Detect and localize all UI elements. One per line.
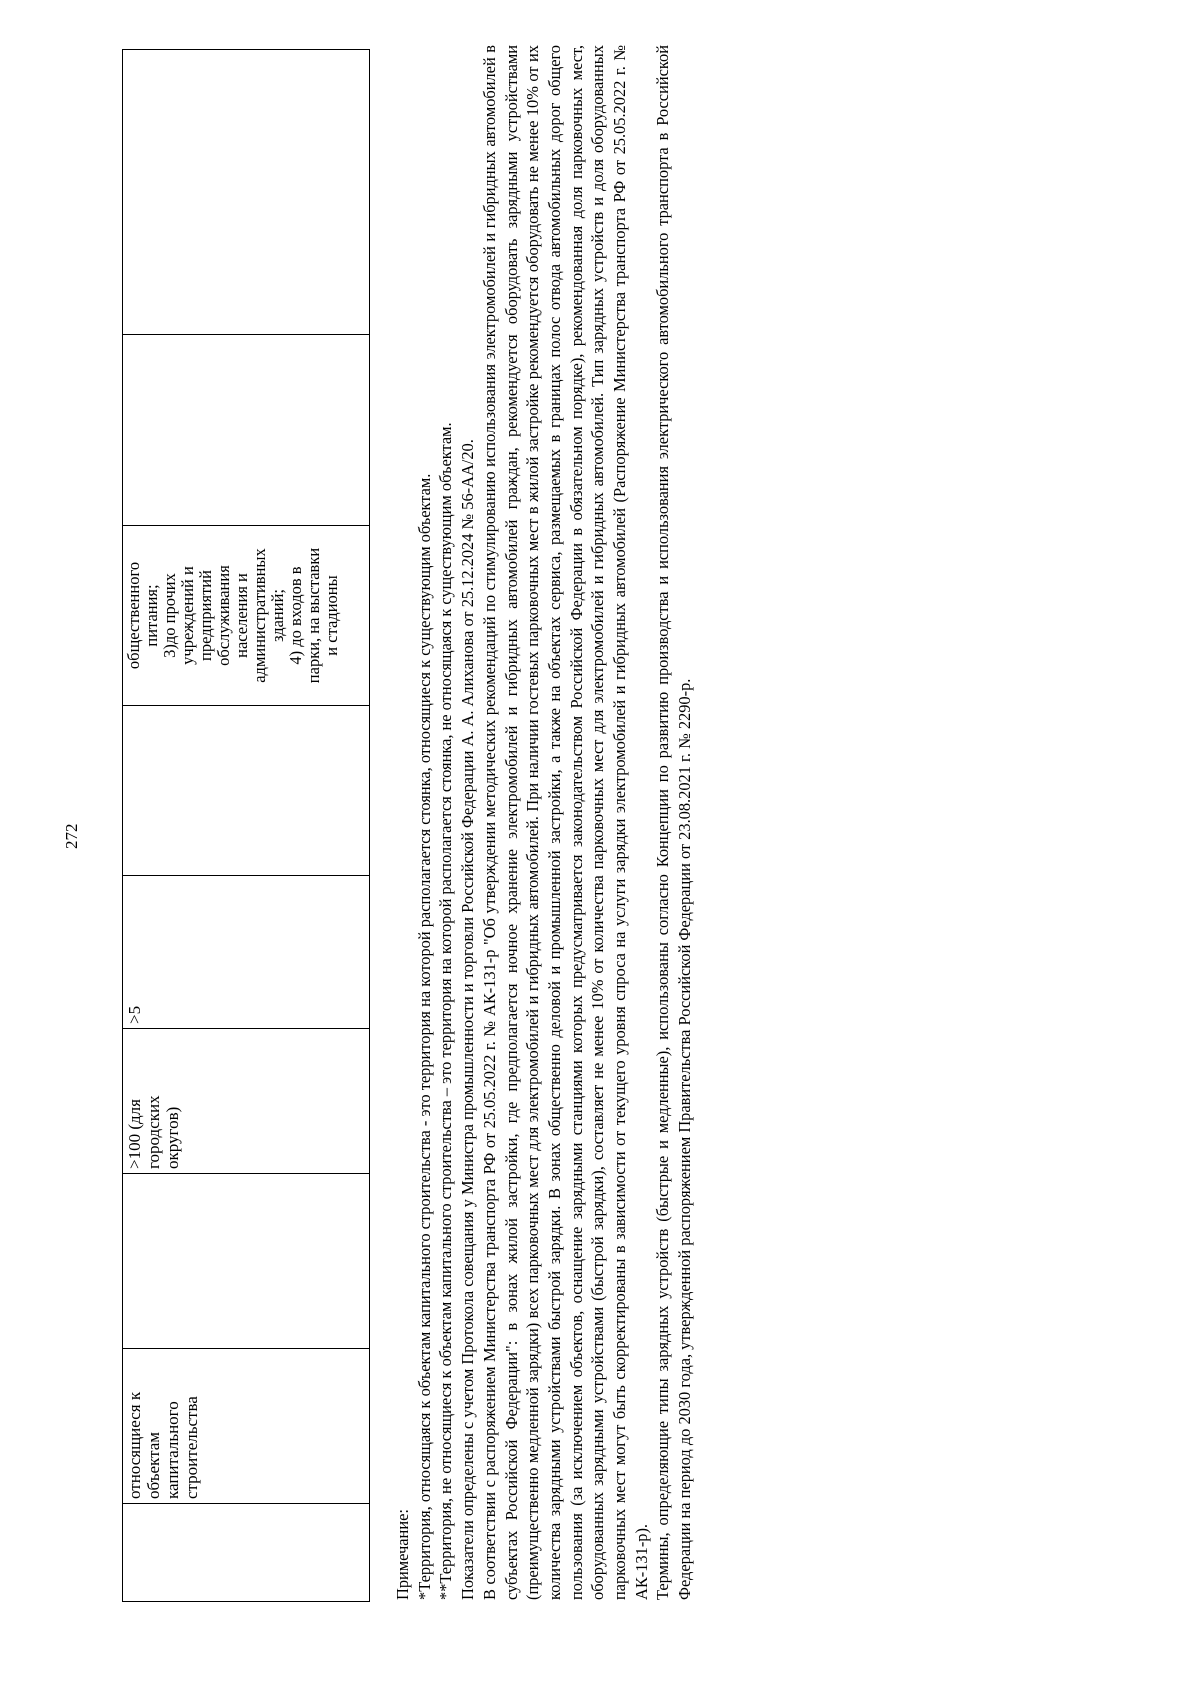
table-cell-walking-distance-targets: общественного питания; 3)до прочих учреждений и предприятий обслуживания населения и административных зданий; 4) до входов в парки, на выставки и стадионы <box>123 526 370 706</box>
table-cell-8 <box>123 335 370 526</box>
parking-norms-table-fragment <box>122 49 370 1602</box>
table-cell-1 <box>123 1504 370 1602</box>
table-cell-9 <box>123 50 370 335</box>
note-territory-unrelated: **Территория, не относящиеся к объектам капитального строительства – это территория на которой располагается стоянка, не относящаяся к существующим объектам. <box>436 422 456 1600</box>
note-charging-stations-guidance: В соответствии с распоряжением Министерства транспорта РФ от 25.05.2022 г. № АК-131-р "Об утверждении методических рекомендаций по стимулированию использования электромобилей и гибридных автомобилей в субъектах Российской Федерации": в зонах жилой застройки, где предполагается ночное хранение электромобилей и гибридных автомобилей граждан, рекомендуется оборудовать зарядными устройствами (преимущественно медленной зарядки) всех парковочных мест для электромобилей и гибридных автомобилей. При наличии гостевых парковочных мест в жилой застройке рекомендуется оборудовать не менее 10% от их количества зарядными устройствами быстрой зарядки. В зонах общественно деловой и промышленной застройки, а также на объектах сервиса, размещаемых в границах полос отвода автомобильных дорог общего пользования (за исключением объектов, оснащение зарядными станциями которых предусматривается законодательством Российской Федерации в обязательном порядке), рекомендованная доля парковочных мест, оборудованных зарядными устройствами (быстрой зарядки), составляет не менее 10% от количества парковочных мест для электромобилей и гибридных автомобилей. Тип зарядных устройств и доля оборудованных парковочных мест могут быть скорректированы в зависимости от текущего уровня спроса на услуги зарядки электромобилей и гибридных автомобилей (Распоряжение Министерства транспорта РФ от 25.05.2022 г. № АК-131-р). <box>479 45 651 1600</box>
note-territory-related: *Территория, относящаяся к объектам капитального строительства - это территория на которой располагается стоянка, относящиеся к существующим объектам. <box>414 473 434 1600</box>
table-cell-3 <box>123 1174 370 1349</box>
notes-heading: Примечание: <box>393 1509 412 1600</box>
note-charging-types-terms: Термины, определяющие типы зарядных устройств (быстрые и медленные), использованы согласно Концепции по развитию производства и использования электрического автомобильного транспорта в Российской Федерации на период до 2030 года, утвержденной распоряжением Правительства Российской Федерации от 23.08.2021 г. № 2290-р. <box>653 45 695 1600</box>
page-number: 272 <box>62 823 81 849</box>
table-cell-value: >5 <box>123 876 370 1029</box>
table-cell-settlement-population: >100 (для городских округов) <box>123 1029 370 1174</box>
table-cell-territory-type: относящиеся к объектам капитального строительства <box>123 1349 370 1504</box>
note-protocol-reference: Показатели определены с учетом Протокола совещания у Министра промышленности и торговли Российской Федерации А. А. Алиханова от 25.12.2024 № 56-АА/20. <box>458 439 478 1600</box>
table-notes <box>392 45 696 1600</box>
table-row <box>123 50 370 1602</box>
table-cell-6 <box>123 706 370 876</box>
